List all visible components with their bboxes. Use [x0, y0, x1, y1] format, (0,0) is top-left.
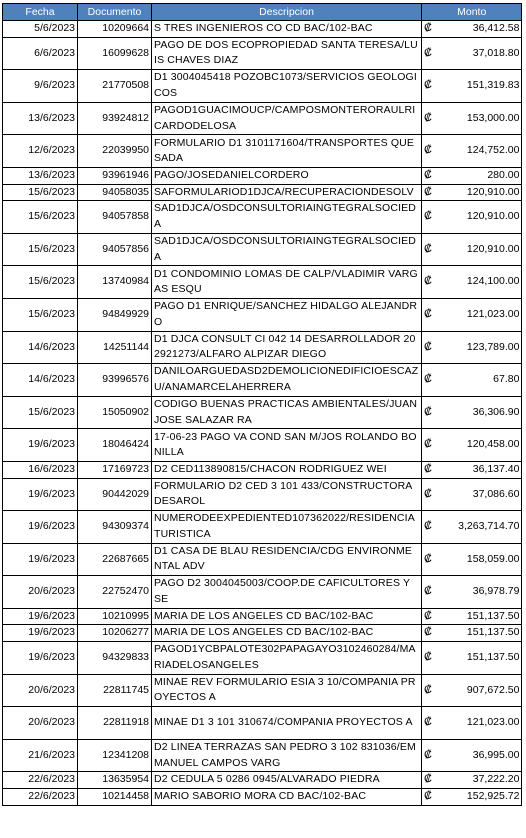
- descripcion-cell: SAFORMULARIOD1DJCA/RECUPERACIONDESOLV: [152, 184, 422, 201]
- documento-cell: 22687665: [78, 543, 152, 576]
- descripcion-cell: FORMULARIO D2 CED 3 101 433/CONSTRUCTORA DESAROL: [152, 478, 422, 511]
- fecha-cell: 19/6/2023: [3, 543, 78, 576]
- table-row: [3, 461, 522, 478]
- documento-cell: 15050902: [78, 396, 152, 429]
- descripcion-cell: PAGOD1GUACIMOUCP/CAMPOSMONTERORAULRICARDODELOSA: [152, 102, 422, 135]
- fecha-cell: 15/6/2023: [3, 184, 78, 201]
- monto-cell: 124,100.00: [434, 266, 522, 299]
- monto-cell: 3,263,714.70: [434, 511, 522, 544]
- table-row: [3, 184, 522, 201]
- table-row: [3, 331, 522, 364]
- monto-cell: 36,137.40: [434, 461, 522, 478]
- monto-cell: 151,137.50: [434, 625, 522, 642]
- currency-symbol: ₡: [422, 478, 434, 511]
- descripcion-cell: PAGOD1YCBPALOTE302PAPAGAYO3102460284/MARIADELOSANGELES: [152, 642, 422, 675]
- documento-cell: 94329833: [78, 642, 152, 675]
- header-row: [3, 4, 522, 21]
- table-row: [3, 543, 522, 576]
- currency-symbol: ₡: [422, 135, 434, 168]
- fecha-cell: 21/6/2023: [3, 739, 78, 772]
- currency-symbol: ₡: [422, 576, 434, 609]
- currency-symbol: ₡: [422, 511, 434, 544]
- descripcion-cell: MARIO SABORIO MORA CD BAC/102-BAC: [152, 789, 422, 806]
- currency-symbol: ₡: [422, 543, 434, 576]
- fecha-cell: 15/6/2023: [3, 266, 78, 299]
- currency-symbol: ₡: [422, 298, 434, 331]
- monto-cell: 36,412.58: [434, 21, 522, 38]
- monto-cell: 36,978.79: [434, 576, 522, 609]
- fecha-cell: 14/6/2023: [3, 331, 78, 364]
- monto-cell: 124,752.00: [434, 135, 522, 168]
- fecha-cell: 16/6/2023: [3, 461, 78, 478]
- currency-symbol: ₡: [422, 184, 434, 201]
- monto-cell: 120,458.00: [434, 429, 522, 462]
- descripcion-cell: DANILOARGUEDASD2DEMOLICIONEDIFICIOESCAZU/ANAMARCELAHERRERA: [152, 364, 422, 397]
- header-monto: Monto: [422, 4, 522, 21]
- currency-symbol: ₡: [422, 201, 434, 234]
- monto-cell: 120,910.00: [434, 233, 522, 266]
- currency-symbol: ₡: [422, 739, 434, 772]
- table-row: [3, 608, 522, 625]
- table-row: [3, 739, 522, 772]
- table-row: [3, 37, 522, 70]
- table-row: [3, 135, 522, 168]
- table-row: [3, 642, 522, 675]
- descripcion-cell: MARIA DE LOS ANGELES CD BAC/102-BAC: [152, 625, 422, 642]
- table-row: [3, 625, 522, 642]
- currency-symbol: ₡: [422, 461, 434, 478]
- fecha-cell: 20/6/2023: [3, 674, 78, 707]
- documento-cell: 12341208: [78, 739, 152, 772]
- descripcion-cell: D1 CASA DE BLAU RESIDENCIA/CDG ENVIRONMENTAL ADV: [152, 543, 422, 576]
- monto-cell: 37,018.80: [434, 37, 522, 70]
- table-row: [3, 364, 522, 397]
- documento-cell: 14251144: [78, 331, 152, 364]
- currency-symbol: ₡: [422, 772, 434, 789]
- descripcion-cell: D2 LINEA TERRAZAS SAN PEDRO 3 102 831036/EMMANUEL CAMPOS VARG: [152, 739, 422, 772]
- monto-cell: 120,910.00: [434, 201, 522, 234]
- table-row: [3, 201, 522, 234]
- monto-cell: 121,023.00: [434, 707, 522, 740]
- currency-symbol: ₡: [422, 102, 434, 135]
- currency-symbol: ₡: [422, 364, 434, 397]
- table-row: [3, 298, 522, 331]
- currency-symbol: ₡: [422, 167, 434, 184]
- fecha-cell: 22/6/2023: [3, 772, 78, 789]
- fecha-cell: 6/6/2023: [3, 37, 78, 70]
- header-fecha: Fecha: [3, 4, 78, 21]
- descripcion-cell: FORMULARIO D1 3101171604/TRANSPORTES QUESADA: [152, 135, 422, 168]
- table-row: [3, 233, 522, 266]
- documento-cell: 94057856: [78, 233, 152, 266]
- documento-cell: 90442029: [78, 478, 152, 511]
- documento-cell: 93996576: [78, 364, 152, 397]
- currency-symbol: ₡: [422, 396, 434, 429]
- fecha-cell: 20/6/2023: [3, 707, 78, 740]
- monto-cell: 36,995.00: [434, 739, 522, 772]
- fecha-cell: 19/6/2023: [3, 642, 78, 675]
- descripcion-cell: PAGO D2 3004045003/COOP.DE CAFICULTORES Y SE: [152, 576, 422, 609]
- monto-cell: 121,023.00: [434, 298, 522, 331]
- table-row: [3, 102, 522, 135]
- fecha-cell: 22/6/2023: [3, 789, 78, 806]
- documento-cell: 13635954: [78, 772, 152, 789]
- monto-cell: 120,910.00: [434, 184, 522, 201]
- fecha-cell: 13/6/2023: [3, 167, 78, 184]
- table-body: [3, 21, 522, 806]
- fecha-cell: 19/6/2023: [3, 429, 78, 462]
- descripcion-cell: D1 CONDOMINIO LOMAS DE CALP/VLADIMIR VARGAS ESQU: [152, 266, 422, 299]
- documento-cell: 21770508: [78, 70, 152, 103]
- fecha-cell: 19/6/2023: [3, 608, 78, 625]
- descripcion-cell: D2 CED113890815/CHACON RODRIGUEZ WEI: [152, 461, 422, 478]
- fecha-cell: 9/6/2023: [3, 70, 78, 103]
- monto-cell: 151,137.50: [434, 608, 522, 625]
- documento-cell: 94849929: [78, 298, 152, 331]
- monto-cell: 67.80: [434, 364, 522, 397]
- descripcion-cell: D1 DJCA CONSULT CI 042 14 DESARROLLADOR 202921273/ALFARO ALPIZAR DIEGO: [152, 331, 422, 364]
- table-row: [3, 396, 522, 429]
- monto-cell: 158,059.00: [434, 543, 522, 576]
- documento-cell: 94309374: [78, 511, 152, 544]
- table-row: [3, 167, 522, 184]
- currency-symbol: ₡: [422, 608, 434, 625]
- descripcion-cell: PAGO D1 ENRIQUE/SANCHEZ HIDALGO ALEJANDRO: [152, 298, 422, 331]
- table-row: [3, 266, 522, 299]
- descripcion-cell: SAD1DJCA/OSDCONSULTORIAINGTEGRALSOCIEDA: [152, 233, 422, 266]
- currency-symbol: ₡: [422, 233, 434, 266]
- fecha-cell: 15/6/2023: [3, 233, 78, 266]
- table-row: [3, 511, 522, 544]
- table-row: [3, 478, 522, 511]
- fecha-cell: 19/6/2023: [3, 625, 78, 642]
- monto-cell: 36,306.90: [434, 396, 522, 429]
- documento-cell: 16099628: [78, 37, 152, 70]
- currency-symbol: ₡: [422, 625, 434, 642]
- descripcion-cell: PAGO/JOSEDANIELCORDERO: [152, 167, 422, 184]
- table-row: [3, 707, 522, 740]
- descripcion-cell: MINAE D1 3 101 310674/COMPANIA PROYECTOS A: [152, 707, 422, 740]
- descripcion-cell: MARIA DE LOS ANGELES CD BAC/102-BAC: [152, 608, 422, 625]
- fecha-cell: 15/6/2023: [3, 396, 78, 429]
- documento-cell: 18046424: [78, 429, 152, 462]
- fecha-cell: 19/6/2023: [3, 478, 78, 511]
- descripcion-cell: SAD1DJCA/OSDCONSULTORIAINGTEGRALSOCIEDA: [152, 201, 422, 234]
- currency-symbol: ₡: [422, 707, 434, 740]
- currency-symbol: ₡: [422, 642, 434, 675]
- header-descripcion: Descripcion: [152, 4, 422, 21]
- transactions-table: [2, 3, 522, 806]
- monto-cell: 907,672.50: [434, 674, 522, 707]
- header-documento: Documento: [78, 4, 152, 21]
- table-row: [3, 674, 522, 707]
- fecha-cell: 19/6/2023: [3, 511, 78, 544]
- documento-cell: 17169723: [78, 461, 152, 478]
- monto-cell: 37,086.60: [434, 478, 522, 511]
- fecha-cell: 15/6/2023: [3, 298, 78, 331]
- fecha-cell: 13/6/2023: [3, 102, 78, 135]
- table-row: [3, 70, 522, 103]
- documento-cell: 10214458: [78, 789, 152, 806]
- descripcion-cell: D1 3004045418 POZOBC1073/SERVICIOS GEOLOGICOS: [152, 70, 422, 103]
- currency-symbol: ₡: [422, 37, 434, 70]
- currency-symbol: ₡: [422, 331, 434, 364]
- fecha-cell: 15/6/2023: [3, 201, 78, 234]
- monto-cell: 153,000.00: [434, 102, 522, 135]
- monto-cell: 280.00: [434, 167, 522, 184]
- currency-symbol: ₡: [422, 266, 434, 299]
- monto-cell: 151,319.83: [434, 70, 522, 103]
- descripcion-cell: 17-06-23 PAGO VA COND SAN M/JOS ROLANDO BONILLA: [152, 429, 422, 462]
- documento-cell: 13740984: [78, 266, 152, 299]
- table-row: [3, 576, 522, 609]
- monto-cell: 37,222.20: [434, 772, 522, 789]
- documento-cell: 94058035: [78, 184, 152, 201]
- documento-cell: 22811918: [78, 707, 152, 740]
- fecha-cell: 12/6/2023: [3, 135, 78, 168]
- documento-cell: 22811745: [78, 674, 152, 707]
- table-row: [3, 789, 522, 806]
- documento-cell: 10210995: [78, 608, 152, 625]
- descripcion-cell: CODIGO BUENAS PRACTICAS AMBIENTALES/JUAN JOSE SALAZAR RA: [152, 396, 422, 429]
- monto-cell: 151,137.50: [434, 642, 522, 675]
- documento-cell: 10209664: [78, 21, 152, 38]
- documento-cell: 22752470: [78, 576, 152, 609]
- descripcion-cell: NUMERODEEXPEDIENTED107362022/RESIDENCIATURISTICA: [152, 511, 422, 544]
- currency-symbol: ₡: [422, 21, 434, 38]
- descripcion-cell: PAGO DE DOS ECOPROPIEDAD SANTA TERESA/LUIS CHAVES DIAZ: [152, 37, 422, 70]
- fecha-cell: 5/6/2023: [3, 21, 78, 38]
- table-row: [3, 21, 522, 38]
- descripcion-cell: MINAE REV FORMULARIO ESIA 3 10/COMPANIA PROYECTOS A: [152, 674, 422, 707]
- descripcion-cell: S TRES INGENIEROS CO CD BAC/102-BAC: [152, 21, 422, 38]
- documento-cell: 93924812: [78, 102, 152, 135]
- currency-symbol: ₡: [422, 674, 434, 707]
- descripcion-cell: D2 CEDULA 5 0286 0945/ALVARADO PIEDRA: [152, 772, 422, 789]
- documento-cell: 94057858: [78, 201, 152, 234]
- currency-symbol: ₡: [422, 789, 434, 806]
- fecha-cell: 14/6/2023: [3, 364, 78, 397]
- documento-cell: 22039950: [78, 135, 152, 168]
- documento-cell: 93961946: [78, 167, 152, 184]
- monto-cell: 123,789.00: [434, 331, 522, 364]
- currency-symbol: ₡: [422, 70, 434, 103]
- fecha-cell: 20/6/2023: [3, 576, 78, 609]
- currency-symbol: ₡: [422, 429, 434, 462]
- table-row: [3, 429, 522, 462]
- table-row: [3, 772, 522, 789]
- documento-cell: 10206277: [78, 625, 152, 642]
- monto-cell: 152,925.72: [434, 789, 522, 806]
